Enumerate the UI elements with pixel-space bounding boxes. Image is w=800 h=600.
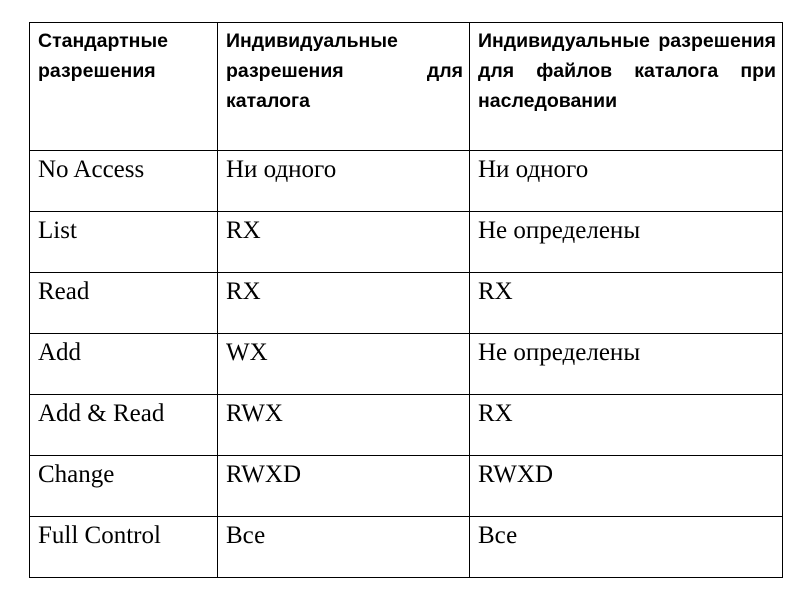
cell-folder: RWX xyxy=(218,395,470,456)
table-row xyxy=(30,456,783,517)
cell-folder: WX xyxy=(218,334,470,395)
cell-standard: Add & Read xyxy=(30,395,218,456)
cell-files: Не определены xyxy=(470,212,783,273)
cell-files: RX xyxy=(470,273,783,334)
cell-standard: Full Control xyxy=(30,517,218,578)
cell-standard: Add xyxy=(30,334,218,395)
cell-folder: RX xyxy=(218,273,470,334)
cell-files: RWXD xyxy=(470,456,783,517)
cell-files: Не определены xyxy=(470,334,783,395)
cell-files: Все xyxy=(470,517,783,578)
table-row xyxy=(30,212,783,273)
table-row xyxy=(30,151,783,212)
header-standard-permissions: Стандартные разрешения xyxy=(30,23,218,151)
cell-standard: Change xyxy=(30,456,218,517)
cell-files: RX xyxy=(470,395,783,456)
permissions-table xyxy=(29,22,783,578)
cell-folder: RX xyxy=(218,212,470,273)
table-row xyxy=(30,334,783,395)
header-inherited-file-permissions: Индивидуальные разрешения для файлов каталога при наследовании xyxy=(470,23,783,151)
header-folder-permissions: Индивидуальные разрешения для каталога xyxy=(218,23,470,151)
cell-standard: List xyxy=(30,212,218,273)
cell-folder: Ни одного xyxy=(218,151,470,212)
table-row xyxy=(30,273,783,334)
table-row xyxy=(30,517,783,578)
cell-folder: Все xyxy=(218,517,470,578)
cell-files: Ни одного xyxy=(470,151,783,212)
cell-folder: RWXD xyxy=(218,456,470,517)
table-row xyxy=(30,395,783,456)
cell-standard: Read xyxy=(30,273,218,334)
cell-standard: No Access xyxy=(30,151,218,212)
header-row xyxy=(30,23,783,151)
